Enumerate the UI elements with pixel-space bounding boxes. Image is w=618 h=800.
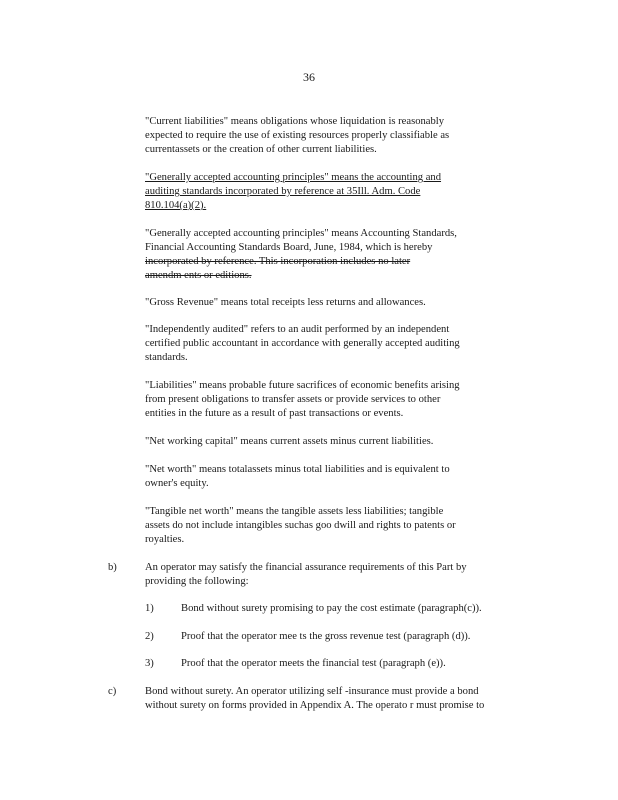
text-line: "Generally accepted accounting principles" means Accounting Standards, <box>145 228 457 239</box>
text-line: "Generally accepted accounting principles" means the accounting and <box>145 172 442 183</box>
list-item-number: 2) <box>145 631 154 642</box>
text-line: "Liabilities" means probable future sacrifices of economic benefits arising <box>145 380 460 391</box>
text-line: Bond without surety. An operator utilizing self -insurance must provide a bond <box>145 686 479 697</box>
text-line: "Current liabilities" means obligations whose liquidation is reasonably <box>145 116 445 127</box>
text-line: Financial Accounting Standards Board, June, 1984, which is hereby <box>145 242 433 253</box>
text-line: owner's equity. <box>145 478 209 489</box>
text-line: providing the following: <box>145 576 249 587</box>
text-line: standards. <box>145 352 188 363</box>
struck-text-line: incorporated by reference. This incorporation includes no later <box>145 256 411 267</box>
text-line: "Net worth" means totalassets minus total liabilities and is equivalent to <box>145 464 450 475</box>
list-item: Proof that the operator meets the financial test (paragraph (e)). <box>181 658 446 669</box>
text-line: 810.104(a)(2). <box>145 200 207 211</box>
text-line: "Tangible net worth" means the tangible assets less liabilities; tangible <box>145 506 444 517</box>
section-label: c) <box>108 686 117 697</box>
text-line: expected to require the use of existing resources properly classifiable as <box>145 130 450 141</box>
text-line: currentassets or the creation of other current liabilities. <box>145 144 377 155</box>
struck-text-line: amendm ents or editions. <box>145 270 252 281</box>
list-item-number: 1) <box>145 603 154 614</box>
text-line: royalties. <box>145 534 185 545</box>
text-line: auditing standards incorporated by reference at 35Ill. Adm. Code <box>145 186 421 197</box>
page-number: 36 <box>303 70 315 84</box>
text-line: entities in the future as a result of past transactions or events. <box>145 408 404 419</box>
text-line: from present obligations to transfer assets or provide services to other <box>145 394 441 405</box>
text-line: certified public accountant in accordance with generally accepted auditing <box>145 338 460 349</box>
text-line: assets do not include intangibles suchas goo dwill and rights to patents or <box>145 520 456 531</box>
list-item-number: 3) <box>145 658 154 669</box>
text-line: An operator may satisfy the financial assurance requirements of this Part by <box>145 562 467 573</box>
list-item: Proof that the operator mee ts the gross revenue test (paragraph (d)). <box>181 631 471 642</box>
list-item: Bond without surety promising to pay the cost estimate (paragraph(c)). <box>181 603 482 614</box>
text-line: without surety on forms provided in Appendix A. The operato r must promise to <box>145 700 485 711</box>
text-line: "Net working capital" means current assets minus current liabilities. <box>145 436 434 447</box>
text-line: "Independently audited" refers to an audit performed by an independent <box>145 324 450 335</box>
section-label: b) <box>108 562 117 573</box>
text-line: "Gross Revenue" means total receipts less returns and allowances. <box>145 297 426 308</box>
